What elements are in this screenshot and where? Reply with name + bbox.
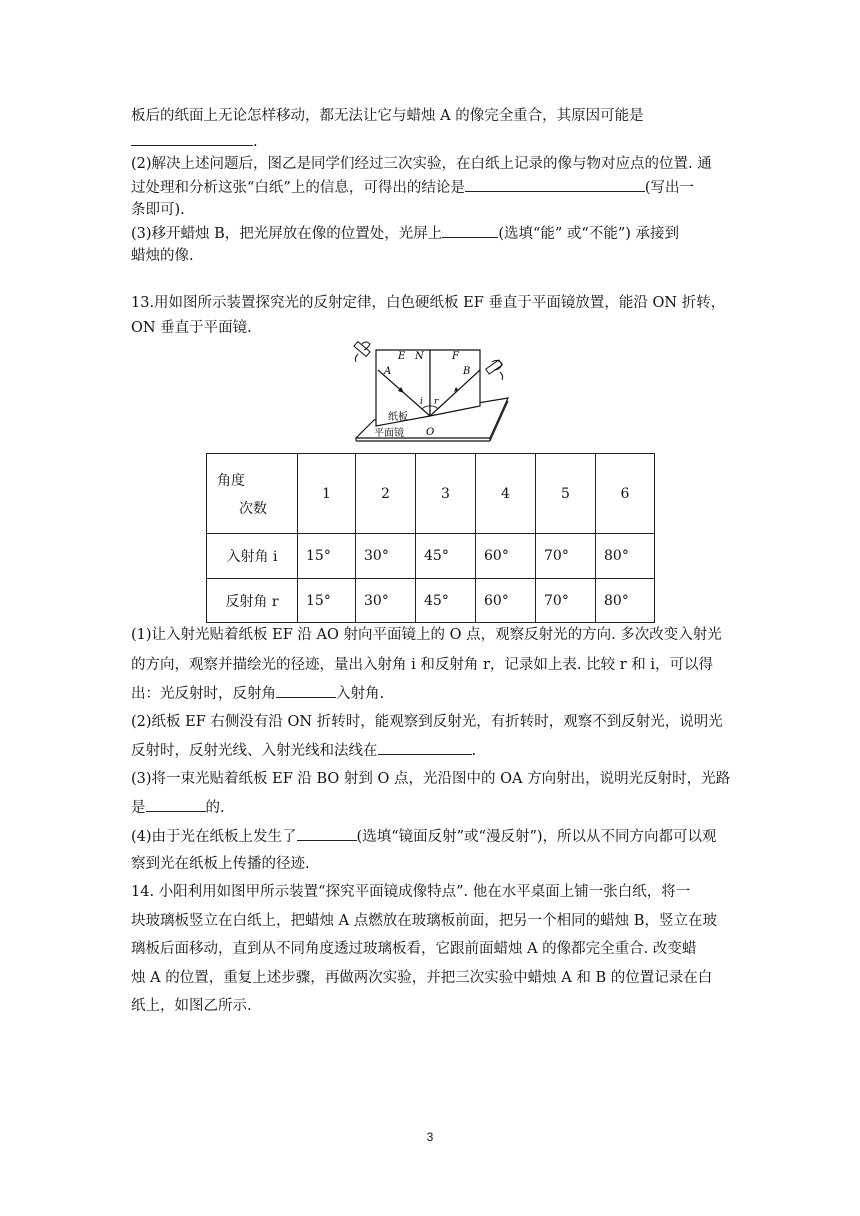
label-board: 纸板 (388, 412, 408, 423)
q13-part2-line-1: (2)纸板 EF 右侧没有沿 ON 折转时，能观察到反射光，有折转时，观察不到反射光，说明光 (131, 714, 723, 730)
label-mirror: 平面镜 (374, 428, 404, 439)
table-cell: 45° (416, 534, 476, 579)
q12-line-2 (131, 131, 258, 152)
label-i: i (420, 397, 423, 407)
trial-cell: 2 (356, 454, 416, 534)
q13-part4-line-2: 察到光在纸板上传播的径迹. (131, 856, 310, 872)
q12-part2-text: 过处理和分析这张“白纸”上的信息，可得出的结论是 (131, 180, 465, 196)
q13-part1-tail: 入射角. (336, 686, 385, 702)
table-row-incidence (207, 534, 655, 579)
table-cell: 45° (416, 579, 476, 623)
q13-intro-line-2: ON 垂直于平面镜. (131, 320, 252, 336)
q13-part2-text: 反射时，反射光线、入射光线和法线在 (131, 743, 378, 759)
q13-part2-line-2 (131, 740, 476, 761)
label-E: E (398, 351, 406, 362)
reflection-apparatus-figure (340, 340, 530, 448)
table-cell: 70° (536, 579, 596, 623)
trial-cell: 3 (416, 454, 476, 534)
q13-part4-hint: (选填“镜面反射”或“漫反射”)，所以从不同方向都可以观 (356, 829, 717, 845)
q12-part3-line-1 (131, 223, 679, 244)
table-cell: 30° (356, 534, 416, 579)
q12-part3-text: (3)移开蜡烛 B，把光屏放在像的位置处，光屏上 (131, 226, 443, 242)
q14-line-4: 烛 A 的位置，重复上述步骤，再做两次实验，并把三次实验中蜡烛 A 和 B 的位置记录在白 (131, 970, 713, 986)
angle-table (206, 453, 655, 623)
q13-intro-line-1: 13.用如图所示装置探究光的反射定律，白色硬纸板 EF 垂直于平面镜放置，能沿 ON 折转， (131, 295, 726, 311)
q14-line-5: 纸上，如图乙所示. (131, 998, 252, 1014)
q14-line-3: 璃板后面移动，直到从不同角度透过玻璃板看，它跟前面蜡烛 A 的像都完全重合. 改变蜡 (131, 941, 697, 957)
period: . (471, 743, 477, 759)
row-label: 入射角 i (207, 534, 298, 579)
trial-cell: 4 (476, 454, 536, 534)
q12-part2-line-2 (131, 177, 694, 198)
table-cell: 15° (298, 579, 356, 623)
q14-line-2: 块玻璃板竖立在白纸上，把蜡烛 A 点燃放在玻璃板前面，把另一个相同的蜡烛 B，竖立在玻 (131, 913, 717, 929)
period: . (253, 134, 258, 150)
label-F: F (452, 351, 459, 362)
label-O: O (426, 427, 435, 438)
q13-part3-line-1: (3)将一束光贴着纸板 EF 沿 BO 射到 O 点，光沿图中的 OA 方向射出，说明光反射时，光路 (131, 771, 731, 787)
corner-top-label: 角度 (217, 473, 245, 489)
answer-blank[interactable] (297, 826, 357, 841)
q14-line-1: 14. 小阳利用如图甲所示装置“探究平面镜成像特点”. 他在水平桌面上铺一张白纸，将一 (131, 884, 691, 900)
q13-part4-text: (4)由于光在纸板上发生了 (131, 829, 297, 845)
table-header-row (207, 454, 655, 534)
q12-part3-hint: (选填“能” 或“不能”) 承接到 (498, 226, 679, 242)
label-A: A (384, 366, 392, 377)
q13-part4-line-1 (131, 826, 717, 847)
answer-blank[interactable] (465, 177, 645, 192)
table-cell: 80° (596, 534, 655, 579)
page-number: 3 (426, 1130, 434, 1144)
flashlight-right-icon (486, 360, 503, 380)
table-row-reflection (207, 579, 655, 623)
table-corner-cell (207, 454, 298, 534)
table-cell: 15° (298, 534, 356, 579)
q12-line-1: 板后的纸面上无论怎样移动，都无法让它与蜡烛 A 的像完全重合，其原因可能是 (131, 108, 644, 124)
q12-part2-hint: (写出一 (644, 180, 694, 196)
answer-blank[interactable] (442, 223, 498, 238)
q12-part2-line-3: 条即可). (131, 202, 185, 218)
q13-part3-text: 是 (131, 800, 146, 816)
corner-bottom-label: 次数 (239, 501, 267, 517)
q13-part1-text: 出：光反射时，反射角 (131, 686, 276, 702)
q12-part3-line-2: 蜡烛的像. (131, 248, 194, 264)
table-cell: 80° (596, 579, 655, 623)
table-cell: 70° (536, 534, 596, 579)
label-N: N (415, 351, 424, 362)
row-label: 反射角 r (207, 579, 298, 623)
q13-part1-line-2: 的方向，观察并描绘光的径迹，量出入射角 i 和反射角 r，记录如上表. 比较 r 和 i，可以得 (131, 657, 714, 673)
trial-cell: 6 (596, 454, 655, 534)
answer-blank[interactable] (146, 797, 206, 812)
flashlight-left-icon (354, 342, 370, 362)
answer-blank[interactable] (276, 683, 336, 698)
table-cell: 60° (476, 579, 536, 623)
answer-blank[interactable] (131, 131, 253, 146)
table-cell: 30° (356, 579, 416, 623)
q13-part1-line-3 (131, 683, 384, 704)
trial-cell: 1 (298, 454, 356, 534)
q13-part1-line-1: (1)让入射光贴着纸板 EF 沿 AO 射向平面镜上的 O 点，观察反射光的方向. 多次改变入射光 (131, 627, 722, 643)
label-B: B (463, 366, 471, 377)
q12-part2-line-1: (2)解决上述问题后，图乙是同学们经过三次实验，在白纸上记录的像与物对应点的位置. 通 (131, 156, 712, 172)
label-r: r (434, 397, 439, 407)
q13-part3-tail: 的. (205, 800, 225, 816)
answer-blank[interactable] (378, 740, 472, 755)
table-cell: 60° (476, 534, 536, 579)
q13-part3-line-2 (131, 797, 225, 818)
trial-cell: 5 (536, 454, 596, 534)
